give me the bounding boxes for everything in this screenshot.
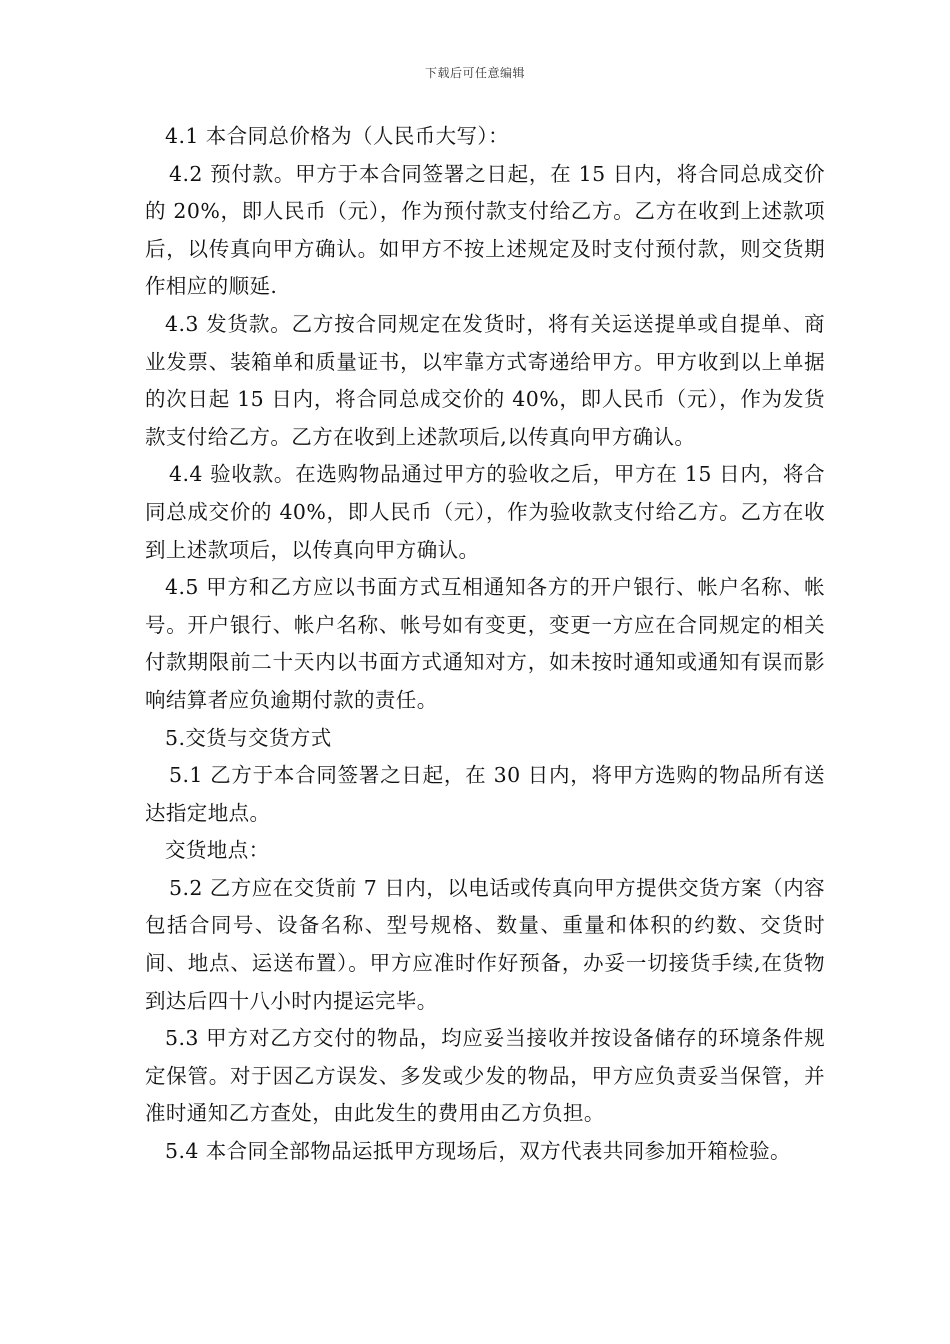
clause-4-2: 4.2 预付款。甲方于本合同签署之日起，在 15 日内，将合同总成交价的 20%，即人民币（元），作为预付款支付给乙方。乙方在收到上述款项后，以传真向甲方确认。如甲方不按上述规定及时支付预付款，则交货期作相应的顺延. <box>145 161 825 299</box>
clause-4-4: 4.4 验收款。在选购物品通过甲方的验收之后，甲方在 15 日内，将合同总成交价的 40%，即人民币（元），作为验收款支付给乙方。乙方在收到上述款项后，以传真向甲方确认。 <box>145 462 825 562</box>
clause-4-3: 4.3 发货款。乙方按合同规定在发货时，将有关运送提单或自提单、商业发票、装箱单和质量证书，以牢靠方式寄递给甲方。甲方收到以上单据的次日起 15 日内，将合同总成交价的 40%，即人民币（元），作为发货款支付给乙方。乙方在收到上述款项后,以传真向甲方确认。 <box>145 311 825 449</box>
clause-5-1: 5.1 乙方于本合同签署之日起，在 30 日内，将甲方选购的物品所有送达指定地点。 <box>145 763 825 825</box>
page-header: 下载后可任意编辑 <box>424 66 525 80</box>
clause-5-3: 5.3 甲方对乙方交付的物品，均应妥当接收并按设备储存的环境条件规定保管。对于因乙方误发、多发或少发的物品，甲方应负责妥当保管，并准时通知乙方查处，由此发生的费用由乙方负担。 <box>145 1026 825 1126</box>
clause-4-1: 4.1 本合同总价格为（人民币大写）： <box>165 124 509 148</box>
clause-4-5: 4.5 甲方和乙方应以书面方式互相通知各方的开户银行、帐户名称、帐号。开户银行、帐户名称、帐号如有变更，变更一方应在合同规定的相关付款期限前二十天内以书面方式通知对方，如未按时通知或通知有误而影响结算者应负逾期付款的责任。 <box>145 575 825 712</box>
clause-5-4: 5.4 本合同全部物品运抵甲方现场后，双方代表共同参加开箱检验。 <box>165 1139 791 1164</box>
section-5-heading: 5.交货与交货方式 <box>165 725 332 750</box>
delivery-location: 交货地点： <box>165 838 270 863</box>
contract-body <box>145 118 825 1171</box>
clause-5-2: 5.2 乙方应在交货前 7 日内，以电话或传真向甲方提供交货方案（内容包括合同号、设备名称、型号规格、数量、重量和体积的约数、交货时间、地点、运送布置）。甲方应准时作好预备，办妥一切接货手续,在货物到达后四十八小时内提运完毕。 <box>145 875 825 1013</box>
